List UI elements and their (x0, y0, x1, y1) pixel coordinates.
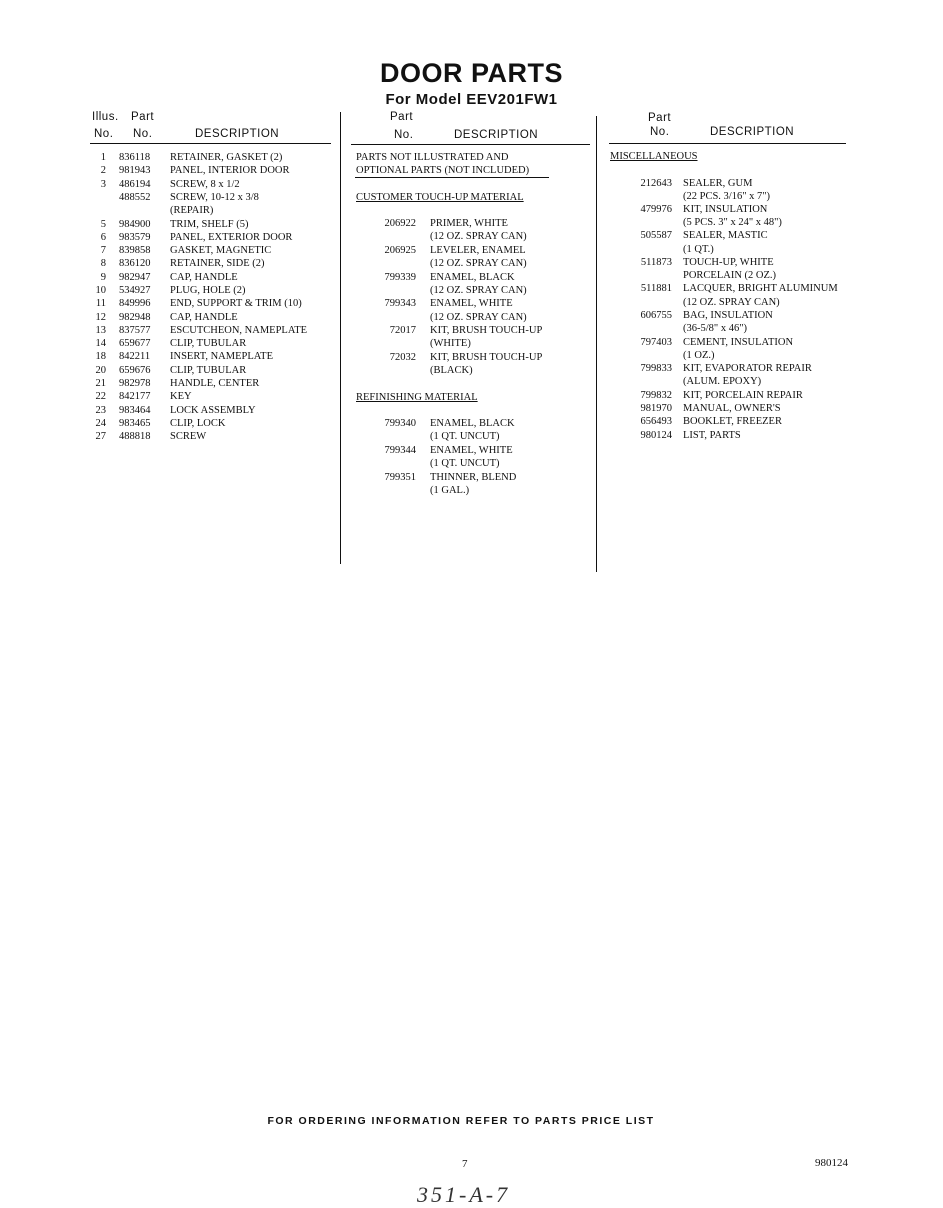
handwritten-note: 351-A-7 (417, 1182, 511, 1207)
section-title-refinishing: REFINISHING MATERIAL (356, 392, 478, 403)
page-title: DOOR PARTS (379, 58, 563, 88)
col3-part-header: Part (648, 112, 672, 124)
col1-description-header: DESCRIPTION (195, 128, 280, 140)
col1-illus-header: Illus. (92, 111, 119, 123)
col3-header-rule (609, 143, 846, 144)
column-divider-right (596, 116, 597, 572)
column-divider-left (340, 112, 341, 564)
col3-no-header: No. (650, 126, 670, 138)
model-subtitle: For Model EEV201FW1 (385, 91, 558, 108)
col2-intro-line1: PARTS NOT ILLUSTRATED AND (356, 152, 509, 163)
col2-no-header: No. (394, 129, 414, 141)
col2-part-header: Part (390, 111, 414, 123)
ordering-info-footer: FOR ORDERING INFORMATION REFER TO PARTS PRICE LIST (267, 1115, 655, 1127)
col2-description-header: DESCRIPTION (454, 129, 539, 141)
col1-header-rule (90, 143, 331, 144)
col2-intro-line2: OPTIONAL PARTS (NOT INCLUDED) (356, 165, 530, 176)
col3-description-header: DESCRIPTION (710, 126, 795, 138)
col1-part-header: Part (131, 111, 155, 123)
col1-no2-header: No. (133, 128, 153, 140)
section-title-touch-up: CUSTOMER TOUCH-UP MATERIAL (356, 192, 524, 203)
page-number: 7 (462, 1158, 468, 1170)
col2-intro-rule (355, 177, 549, 178)
section-title-miscellaneous: MISCELLANEOUS (610, 151, 698, 162)
col1-no1-header: No. (94, 128, 114, 140)
document-number: 980124 (815, 1157, 848, 1169)
col2-header-rule (351, 144, 590, 145)
